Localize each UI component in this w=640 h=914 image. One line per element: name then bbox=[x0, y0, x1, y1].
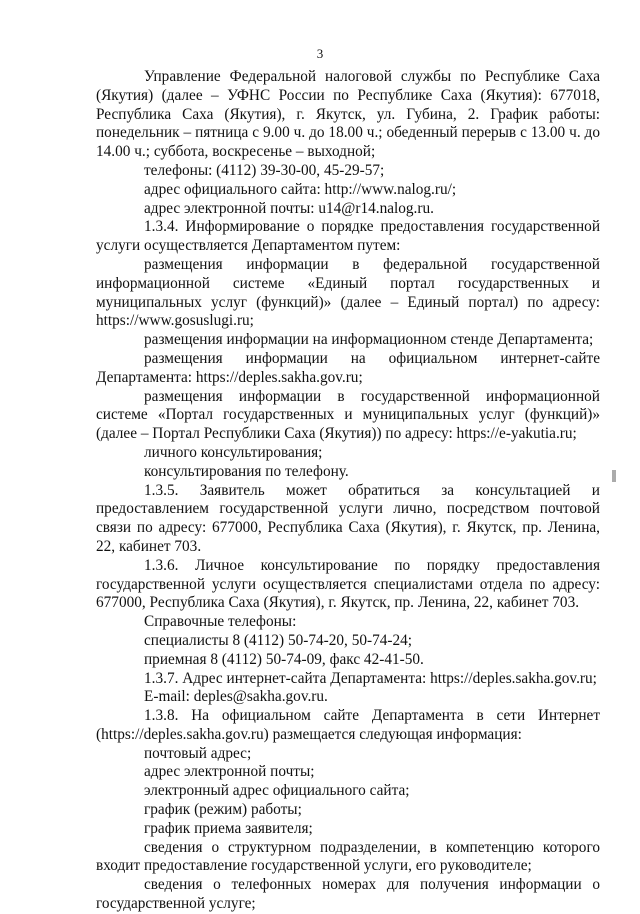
list-item-phone-numbers: сведения о телефонных номерах для получения информации о государственной услуге; bbox=[96, 876, 600, 913]
paragraph-1-3-5: 1.3.5. Заявитель может обратиться за консультацией и предоставлением государственной услуги лично, посредством почтовой связи по адресу: 677000, Республика Саха (Якутия), г. Якутск, пр. Ленина, 22, кабинет 703. bbox=[96, 481, 600, 555]
paragraph-1-3-4: 1.3.4. Информирование о порядке предоставления государственной услуги осуществляется Департаментом путем: bbox=[96, 218, 600, 255]
list-item-email-address: адрес электронной почты; bbox=[144, 763, 315, 781]
list-item-structural-unit: сведения о структурном подразделении, в компетенцию которого входит предоставление государственной услуги, его руководителе; bbox=[96, 838, 600, 875]
list-item-work-schedule: график (режим) работы; bbox=[144, 801, 302, 819]
paragraph-1-3-7: 1.3.7. Адрес интернет-сайта Департамента: https://deples.sakha.gov.ru; bbox=[144, 669, 597, 687]
paragraph-phone-consulting: консультирования по телефону. bbox=[144, 462, 349, 480]
document-body bbox=[96, 68, 600, 914]
paragraph-ufns-address: Управление Федеральной налоговой службы по Республике Саха (Якутия) (далее – УФНС России по Республике Саха (Якутия): 677018, Республика Саха (Якутия), г. Якутск, ул. Губина, 2. График работы: понедельник – пятница с 9.00 ч. до 18.00 ч.; обеденный перерыв с 13.00 ч. до 14.00 ч.; суббота, воскресенье – выходной; bbox=[96, 68, 600, 161]
paragraph-ufns-phones: телефоны: (4112) 39-30-00, 45-29-57; bbox=[144, 161, 385, 179]
paragraph-reference-phones: Справочные телефоны: bbox=[144, 613, 297, 631]
page-number: 3 bbox=[316, 46, 324, 61]
list-item-postal-address: почтовый адрес; bbox=[144, 744, 252, 762]
scan-artifact bbox=[612, 470, 616, 482]
paragraph-ufns-website: адрес официального сайта: http://www.nalog.ru/; bbox=[144, 180, 457, 198]
paragraph-e-yakutia: размещения информации в государственной информационной системе «Портал государственных и муниципальных услуг (функций)» (далее – Портал Республики Саха (Якутия)) по адресу: https://e-yakutia.ru; bbox=[96, 387, 600, 443]
paragraph-1-3-6: 1.3.6. Личное консультирование по порядку предоставления государственной услуги осуществляется специалистами отдела по адресу: 677000, Республика Саха (Якутия), г. Якутск, пр. Ленина, 22, кабинет 703. bbox=[96, 556, 600, 612]
paragraph-reception-phones: приемная 8 (4112) 50-74-09, факс 42-41-50. bbox=[144, 650, 424, 668]
paragraph-ufns-email: адрес электронной почты: u14@r14.nalog.ru. bbox=[144, 199, 434, 217]
paragraph-personal-consulting: личного консультирования; bbox=[144, 443, 323, 461]
paragraph-specialists-phones: специалисты 8 (4112) 50-74-20, 50-74-24; bbox=[144, 631, 413, 649]
paragraph-info-stand: размещения информации на информационном стенде Департамента; bbox=[144, 331, 594, 349]
paragraph-email: E-mail: deples@sakha.gov.ru. bbox=[144, 688, 328, 706]
paragraph-gosuslugi: размещения информации в федеральной государственной информационной системе «Единый портал государственных и муниципальных услуг (функций)» (далее – Единый портал) по адресу: https://www.gosuslugi.ru; bbox=[96, 255, 600, 330]
list-item-website-address: электронный адрес официального сайта; bbox=[144, 782, 410, 800]
paragraph-department-website: размещения информации на официальном интернет-сайте Департамента: https://deples.sakha.gov.ru; bbox=[96, 349, 600, 386]
paragraph-1-3-8: 1.3.8. На официальном сайте Департамента в сети Интернет (https://deples.sakha.gov.ru) размещается следующая информация: bbox=[96, 707, 600, 743]
list-item-reception-schedule: график приема заявителя; bbox=[144, 819, 313, 837]
